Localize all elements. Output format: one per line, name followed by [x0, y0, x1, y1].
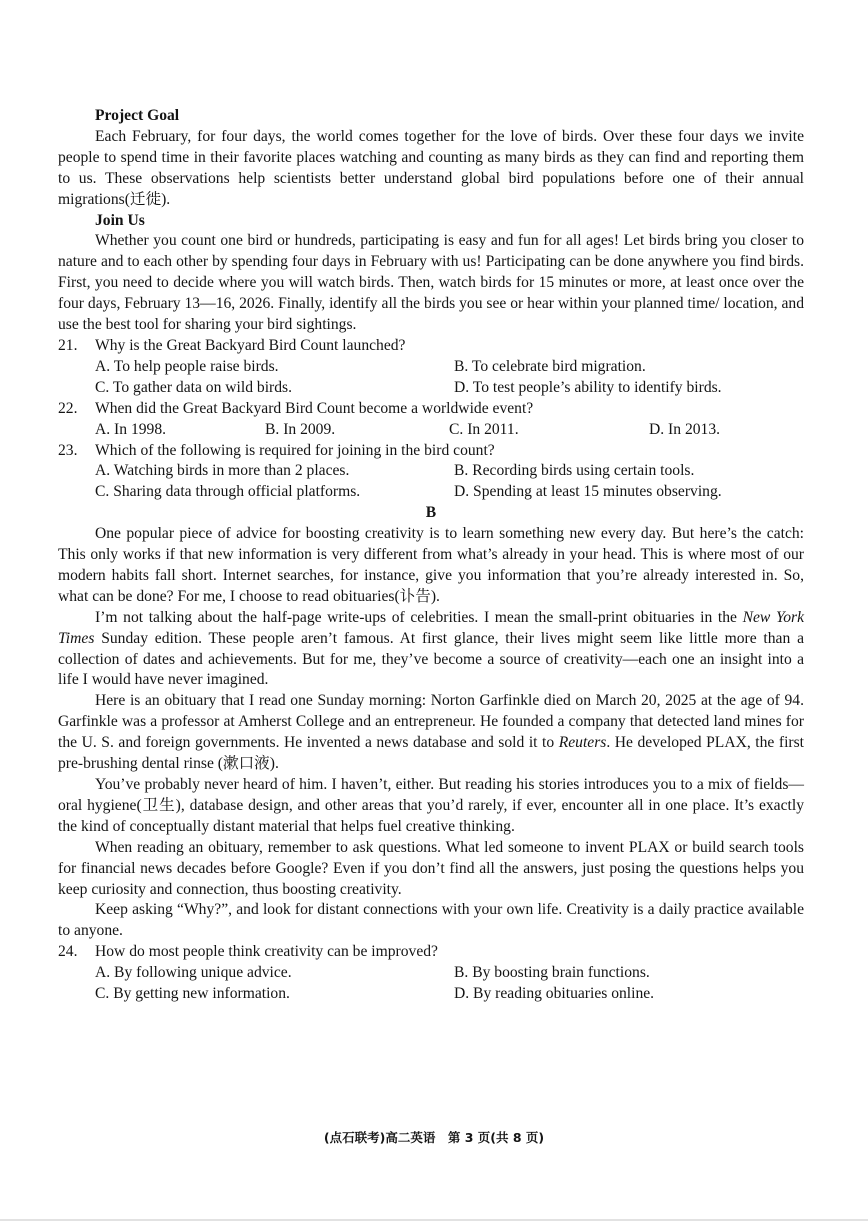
question-number: 24. [58, 943, 78, 961]
option-b[interactable]: B. By boosting brain functions. [454, 964, 650, 982]
question-24 [58, 942, 804, 1005]
agency-name: Reuters [558, 734, 607, 752]
option-b[interactable]: B. Recording birds using certain tools. [454, 462, 695, 480]
option-c[interactable]: C. In 2011. [449, 420, 519, 438]
option-c[interactable]: C. To gather data on wild birds. [95, 378, 292, 396]
question-stem: Which of the following is required for joining in the bird count? [95, 441, 495, 459]
option-a[interactable]: A. In 1998. [95, 420, 167, 438]
option-a[interactable]: A. By following unique advice. [95, 964, 292, 982]
option-d[interactable]: D. Spending at least 15 minutes observing. [454, 483, 722, 501]
option-c[interactable]: C. Sharing data through official platforms. [95, 483, 361, 501]
passage-b-paragraph-2: I’m not talking about the half-page write-ups of celebrities. I mean the small-print obituaries in the New York Times Sunday edition. These people aren’t famous. At first glance, their lives might seem like little more than a collection of dates and achievements. But for me, they’ve become a source of creativity—each one an insight into a life I would have never imagined. [58, 608, 804, 689]
page-footer: (点石联考)高二英语 第 3 页(共 8 页) [323, 1130, 545, 1145]
join-us-paragraph: Whether you count one bird or hundreds, participating is easy and fun for all ages! Let birds bring you closer to nature and to each other by spending four days in February with us! Participating can be done anywhere you find birds. First, you need to decide where you will watch birds. Then, watch birds for 15 minutes or more, at least once over the four days, February 13—16, 2026. Finally, identify all the birds you see or hear within your planned time/ location, and use the best tool for sharing your bird sightings. [58, 232, 804, 334]
newspaper-title: New York Times [58, 608, 804, 647]
option-b[interactable]: B. In 2009. [265, 420, 336, 438]
option-b[interactable]: B. To celebrate bird migration. [454, 357, 646, 375]
question-stem: Why is the Great Backyard Bird Count launched? [95, 336, 406, 354]
bottom-divider [0, 1219, 868, 1221]
option-d[interactable]: D. In 2013. [649, 420, 721, 438]
passage-b-paragraph-1: One popular piece of advice for boosting creativity is to learn something new every day. But here’s the catch: This only works if that new information is very different from what’s already in your head. This is where most of our modern habits fall short. Internet searches, for instance, give you information that you’re already interested in. So, what can be done? For me, I choose to read obituaries(讣告). [58, 525, 804, 605]
option-a[interactable]: A. Watching birds in more than 2 places. [95, 462, 350, 480]
section-b-heading: B [425, 504, 437, 522]
question-stem: How do most people think creativity can be improved? [95, 943, 438, 961]
option-c[interactable]: C. By getting new information. [95, 985, 290, 1003]
option-a[interactable]: A. To help people raise birds. [95, 357, 279, 375]
option-d[interactable]: D. By reading obituaries online. [454, 985, 655, 1003]
passage-b-paragraph-6: Keep asking “Why?”, and look for distant connections with your own life. Creativity is a daily practice available to anyone. [58, 901, 804, 940]
exam-page [58, 106, 804, 1005]
question-number: 21. [58, 336, 78, 354]
question-21 [58, 336, 804, 399]
project-goal-heading: Project Goal [95, 107, 180, 124]
question-22 [58, 399, 804, 441]
join-us-heading: Join Us [95, 211, 145, 229]
option-d[interactable]: D. To test people’s ability to identify birds. [454, 378, 722, 396]
question-number: 23. [58, 441, 78, 459]
question-number: 22. [58, 399, 78, 417]
passage-b-paragraph-4: You’ve probably never heard of him. I haven’t, either. But reading his stories introduces you to a mix of fields—oral hygiene(卫生), database design, and other areas that you’d rarely, if ever, encounter all in one place. It’s exactly the kind of conceptually distant material that helps fuel creative thinking. [58, 776, 804, 835]
passage-b-paragraph-3: Here is an obituary that I read one Sunday morning: Norton Garfinkle died on March 20, 2025 at the age of 94. Garfinkle was a professor at Amherst College and an entrepreneur. He founded a company that detected land mines for the U. S. and foreign governments. He invented a news database and sold it to Reuters. He developed PLAX, the first pre-brushing dental rinse (漱口液). [58, 692, 804, 773]
project-goal-paragraph: Each February, for four days, the world comes together for the love of birds. Over these four days we invite people to spend time in their favorite places watching and counting as many birds as they can find and reporting them to us. These observations help scientists better understand global bird populations before one of their annual migrations(迁徙). [58, 127, 804, 208]
question-stem: When did the Great Backyard Bird Count become a worldwide event? [95, 399, 534, 417]
passage-b-paragraph-5: When reading an obituary, remember to ask questions. What led someone to invent PLAX or build search tools for financial news decades before Google? Even if you don’t find all the answers, just posing the questions helps you keep curiosity and connection, thus boosting creativity. [58, 838, 804, 898]
question-23 [58, 441, 804, 504]
